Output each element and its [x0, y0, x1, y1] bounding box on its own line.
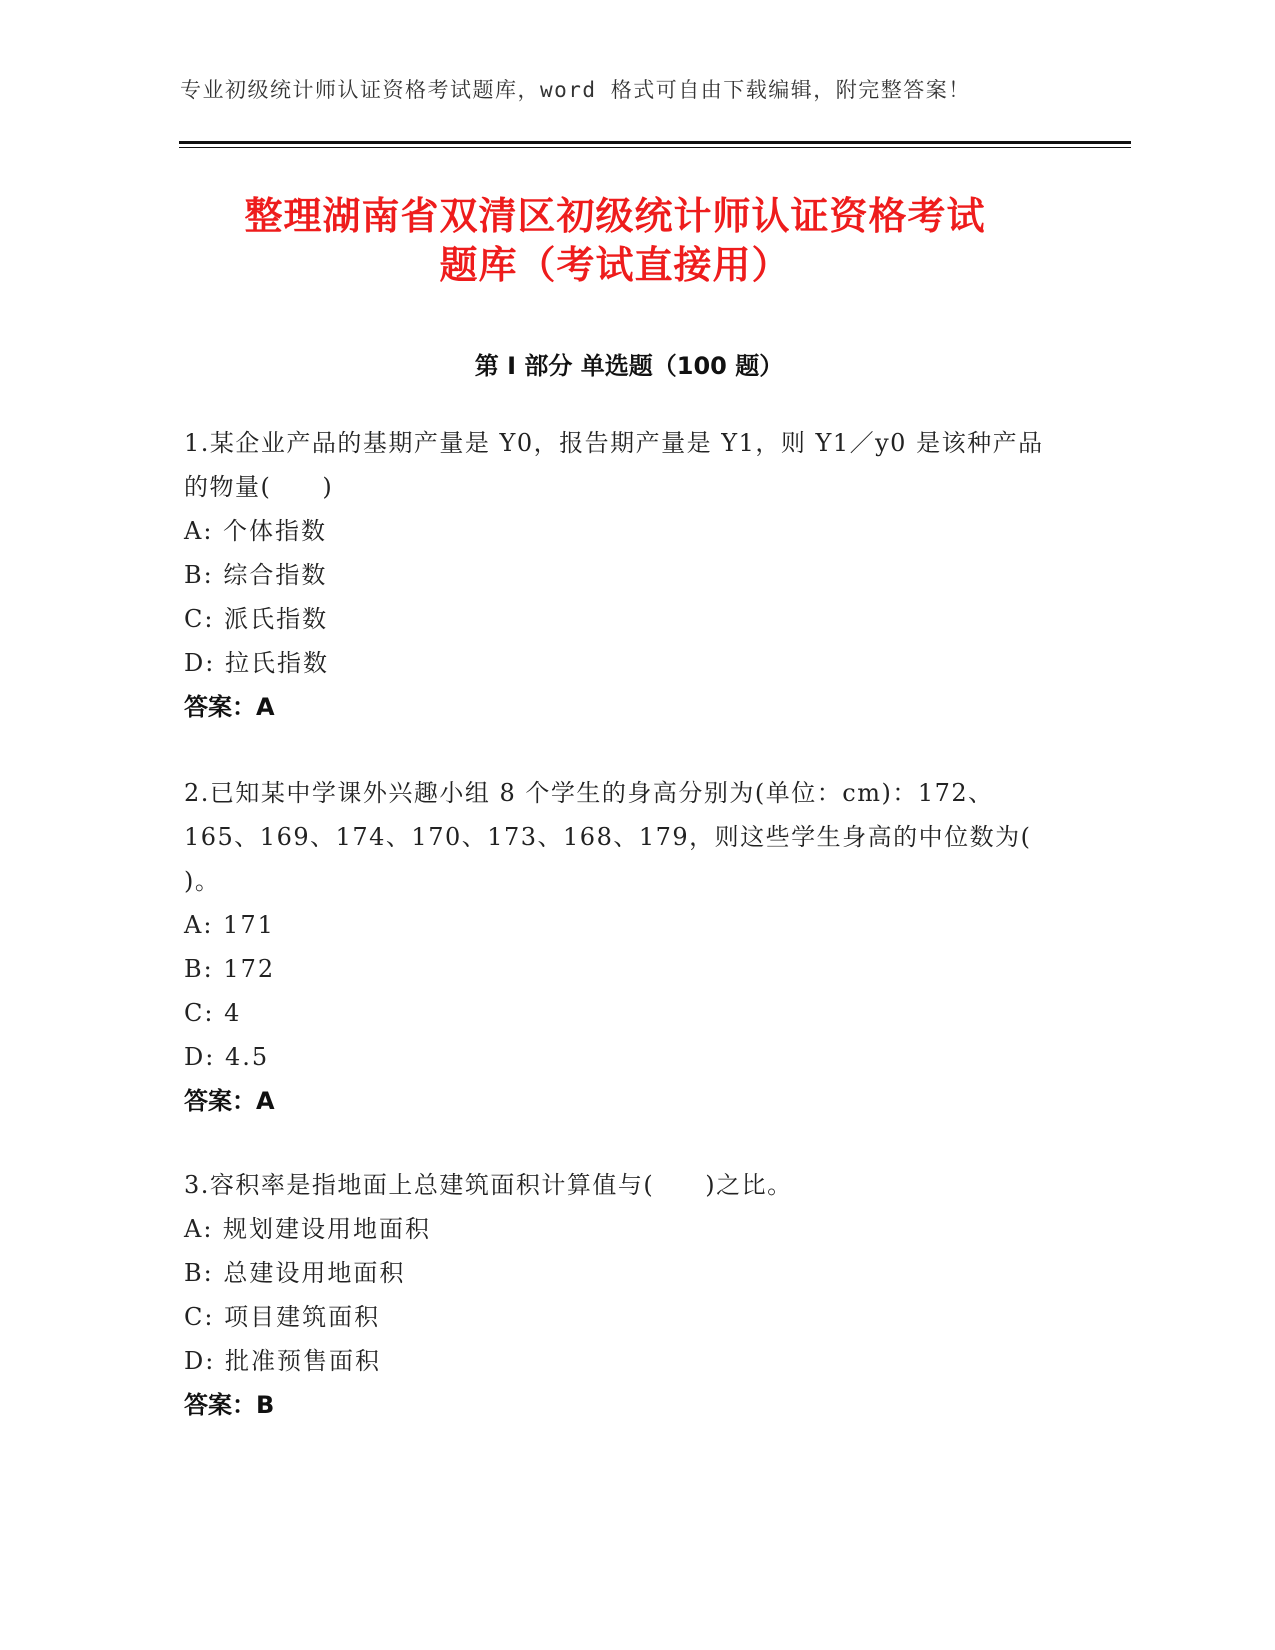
- section-title: 第 I 部分 单选题（100 题）: [474, 352, 784, 380]
- answer: 答案：B: [184, 1391, 275, 1419]
- option-d: D: 批准预售面积: [184, 1347, 381, 1375]
- answer: 答案：A: [184, 693, 275, 721]
- title-line-2: 题库（考试直接用）: [439, 243, 791, 287]
- option-c: C: 派氏指数: [184, 605, 329, 633]
- answer: 答案：A: [184, 1087, 275, 1115]
- question-stem: 1.某企业产品的基期产量是 Y0，报告期产量是 Y1，则 Y1／y0 是该种产品的物量( ): [184, 429, 1044, 501]
- option-a: A: 个体指数: [184, 517, 328, 545]
- document-title: [179, 192, 1051, 290]
- question-1: [184, 421, 1064, 729]
- question-stem: 3.容积率是指地面上总建筑面积计算值与( )之比。: [184, 1171, 793, 1199]
- header-rule-thin: [179, 147, 1131, 148]
- option-d: D: 4.5: [184, 1043, 270, 1071]
- option-c: C: 项目建筑面积: [184, 1303, 381, 1331]
- option-a: A: 171: [184, 911, 275, 939]
- option-b: B: 总建设用地面积: [184, 1259, 406, 1287]
- header-note: 专业初级统计师认证资格考试题库，word 格式可自由下载编辑，附完整答案！: [180, 78, 971, 102]
- option-d: D: 拉氏指数: [184, 649, 329, 677]
- option-b: B: 综合指数: [184, 561, 328, 589]
- question-stem: 2.已知某中学课外兴趣小组 8 个学生的身高分别为(单位：cm)：172、165、169、174、170、173、168、179，则这些学生身高的中位数为( )。: [184, 779, 1032, 895]
- option-c: C: 4: [184, 999, 242, 1027]
- option-a: A: 规划建设用地面积: [184, 1215, 432, 1243]
- question-3: [184, 1163, 1064, 1427]
- title-line-1: 整理湖南省双清区初级统计师认证资格考试: [244, 194, 986, 238]
- header-rule-thick: [179, 141, 1131, 144]
- question-2: [184, 771, 1064, 1123]
- option-b: B: 172: [184, 955, 276, 983]
